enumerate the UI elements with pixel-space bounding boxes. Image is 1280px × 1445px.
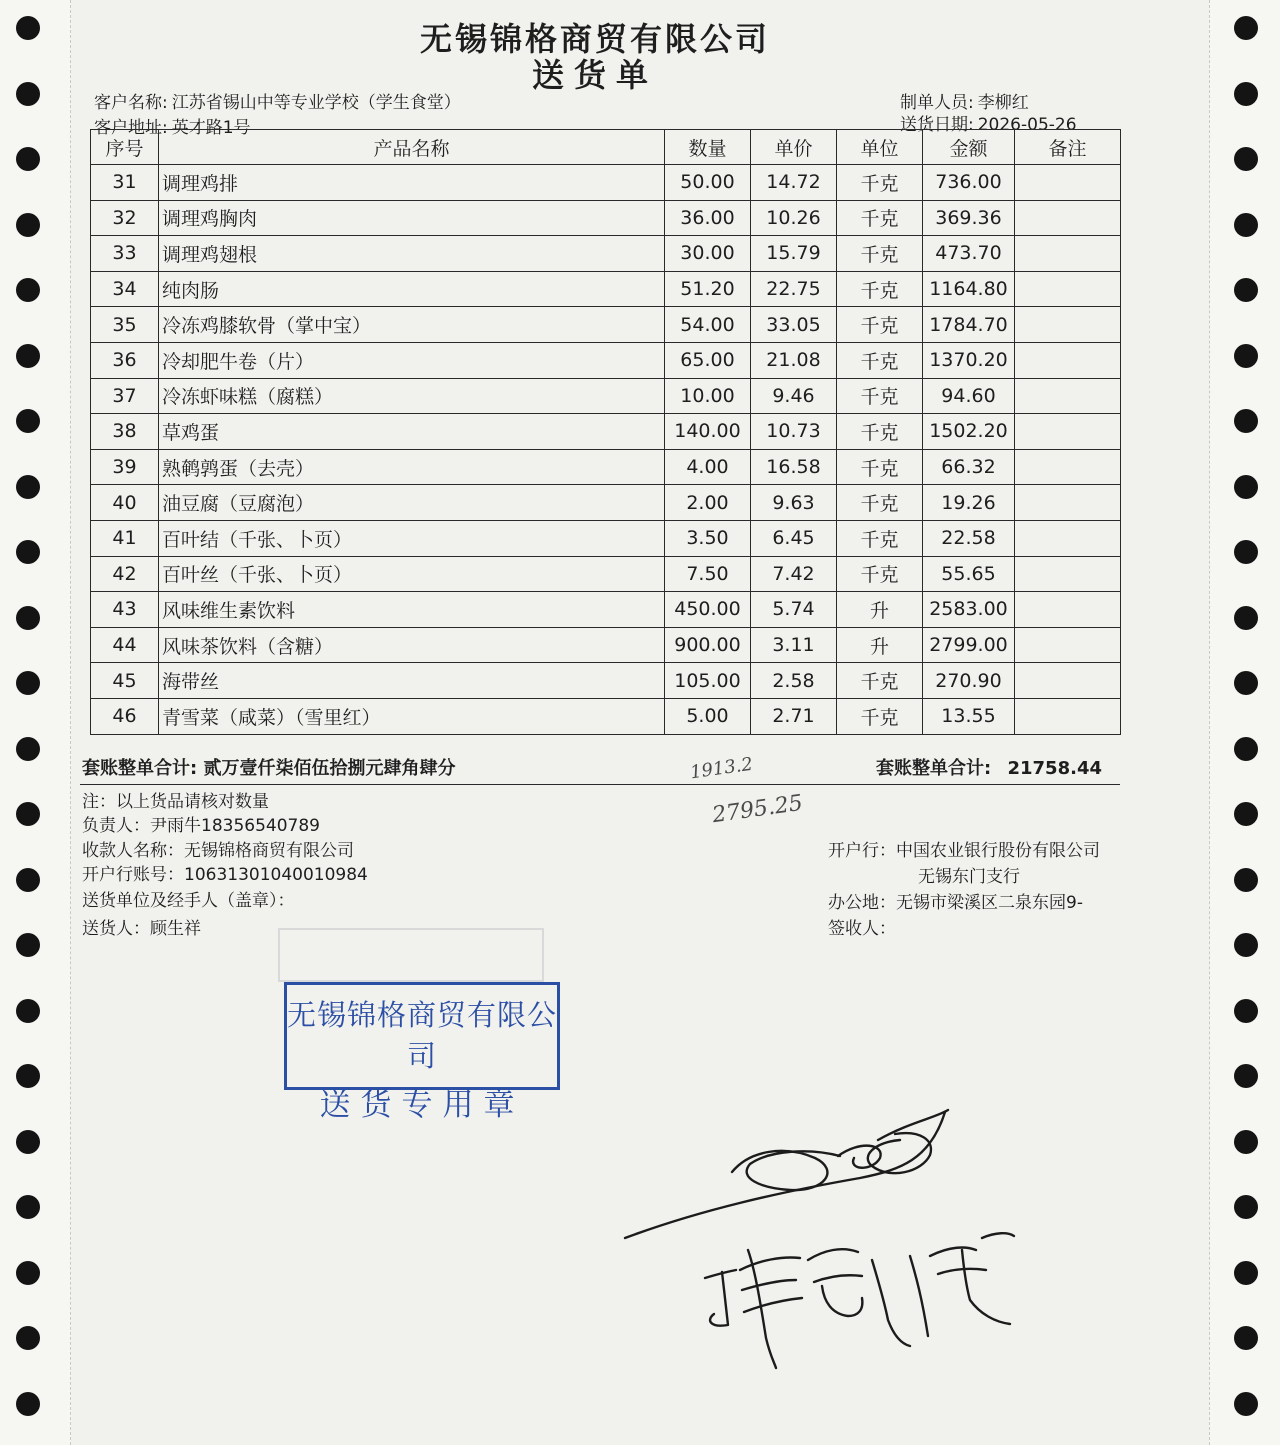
table-row bbox=[91, 449, 1121, 485]
row-no: 33 bbox=[91, 236, 159, 272]
row-name: 冷冻虾味糕（腐糕） bbox=[159, 378, 665, 414]
office-row bbox=[828, 888, 1083, 913]
row-remark bbox=[1015, 271, 1121, 307]
stamp-line-1: 无锡锦格商贸有限公司 bbox=[287, 998, 558, 1073]
table-row bbox=[91, 200, 1121, 236]
perforation-hole bbox=[16, 999, 40, 1023]
row-unit: 千克 bbox=[837, 556, 923, 592]
delivery-date-label: 送货日期: bbox=[900, 115, 974, 135]
customer-name: 江苏省锡山中等专业学校（学生食堂） bbox=[171, 93, 461, 113]
row-no: 42 bbox=[91, 556, 159, 592]
row-no: 32 bbox=[91, 200, 159, 236]
perforation-hole bbox=[1234, 671, 1258, 695]
row-amount: 1784.70 bbox=[923, 307, 1015, 343]
row-remark bbox=[1015, 342, 1121, 378]
perforation-hole bbox=[16, 475, 40, 499]
row-remark bbox=[1015, 592, 1121, 628]
table-row bbox=[91, 592, 1121, 628]
perforation-hole bbox=[1234, 1195, 1258, 1219]
row-no: 39 bbox=[91, 449, 159, 485]
row-no: 34 bbox=[91, 271, 159, 307]
row-unit: 千克 bbox=[837, 200, 923, 236]
row-name: 纯肉肠 bbox=[159, 271, 665, 307]
row-unit: 千克 bbox=[837, 342, 923, 378]
table-row bbox=[91, 236, 1121, 272]
row-qty: 5.00 bbox=[665, 698, 751, 734]
perforation-hole bbox=[16, 1130, 40, 1154]
sender-unit-label: 送货单位及经手人（盖章）： bbox=[82, 891, 295, 911]
total-words-label: 套账整单合计: bbox=[82, 758, 198, 779]
row-no: 35 bbox=[91, 307, 159, 343]
row-remark bbox=[1015, 449, 1121, 485]
row-no: 31 bbox=[91, 165, 159, 201]
table-row bbox=[91, 271, 1121, 307]
perforation-hole bbox=[1234, 82, 1258, 106]
row-price: 6.45 bbox=[751, 520, 837, 556]
column-header-qty: 数量 bbox=[665, 130, 751, 165]
row-price: 16.58 bbox=[751, 449, 837, 485]
row-price: 22.75 bbox=[751, 271, 837, 307]
customer-name-label: 客户名称: bbox=[94, 93, 168, 113]
table-row bbox=[91, 165, 1121, 201]
perforation-hole bbox=[1234, 1392, 1258, 1416]
row-amount: 473.70 bbox=[923, 236, 1015, 272]
row-name: 冷却肥牛卷（片） bbox=[159, 342, 665, 378]
row-qty: 7.50 bbox=[665, 556, 751, 592]
perforation-hole bbox=[1234, 147, 1258, 171]
maker-label: 制单人员: bbox=[900, 93, 974, 113]
table-row bbox=[91, 307, 1121, 343]
perforation-hole bbox=[16, 540, 40, 564]
row-price: 9.63 bbox=[751, 485, 837, 521]
row-unit: 千克 bbox=[837, 414, 923, 450]
delivery-seal-stamp bbox=[284, 982, 560, 1123]
row-name: 熟鹌鹑蛋（去壳） bbox=[159, 449, 665, 485]
perforation-hole bbox=[1234, 213, 1258, 237]
column-header-name: 产品名称 bbox=[159, 130, 665, 165]
check-quantity-note: 注：以上货品请核对数量 bbox=[82, 792, 269, 812]
faded-stamp-impression bbox=[278, 928, 544, 982]
row-remark bbox=[1015, 200, 1121, 236]
perforation-hole bbox=[16, 933, 40, 957]
row-unit: 千克 bbox=[837, 449, 923, 485]
total-figures-label: 套账整单合计: bbox=[876, 758, 992, 779]
row-remark bbox=[1015, 414, 1121, 450]
row-price: 15.79 bbox=[751, 236, 837, 272]
perforation-hole bbox=[1234, 540, 1258, 564]
perforation-hole bbox=[16, 278, 40, 302]
row-price: 33.05 bbox=[751, 307, 837, 343]
row-amount: 94.60 bbox=[923, 378, 1015, 414]
column-header-no: 序号 bbox=[91, 130, 159, 165]
row-amount: 19.26 bbox=[923, 485, 1015, 521]
column-header-price: 单价 bbox=[751, 130, 837, 165]
row-unit: 千克 bbox=[837, 236, 923, 272]
row-unit: 千克 bbox=[837, 485, 923, 521]
row-no: 45 bbox=[91, 663, 159, 699]
perforation-hole bbox=[1234, 409, 1258, 433]
row-name: 海带丝 bbox=[159, 663, 665, 699]
row-unit: 升 bbox=[837, 627, 923, 663]
row-qty: 105.00 bbox=[665, 663, 751, 699]
row-remark bbox=[1015, 378, 1121, 414]
receiver-label: 签收人： bbox=[828, 919, 896, 939]
payee-value: 无锡锦格商贸有限公司 bbox=[184, 841, 354, 861]
table-row bbox=[91, 627, 1121, 663]
perforation-hole bbox=[16, 1064, 40, 1088]
row-name: 冷冻鸡膝软骨（掌中宝） bbox=[159, 307, 665, 343]
row-amount: 22.58 bbox=[923, 520, 1015, 556]
perforation-hole bbox=[16, 1195, 40, 1219]
row-amount: 270.90 bbox=[923, 663, 1015, 699]
table-row bbox=[91, 485, 1121, 521]
table-row bbox=[91, 378, 1121, 414]
perforation-hole bbox=[1234, 1326, 1258, 1350]
row-qty: 3.50 bbox=[665, 520, 751, 556]
document-title: 送货单 bbox=[531, 56, 658, 94]
perforation-hole bbox=[16, 802, 40, 826]
row-unit: 千克 bbox=[837, 378, 923, 414]
row-qty: 4.00 bbox=[665, 449, 751, 485]
row-unit: 千克 bbox=[837, 698, 923, 734]
perforation-hole bbox=[16, 344, 40, 368]
table-row bbox=[91, 414, 1121, 450]
deliverer-label: 送货人： bbox=[82, 919, 150, 939]
customer-name-row bbox=[94, 88, 461, 113]
row-qty: 51.20 bbox=[665, 271, 751, 307]
row-remark bbox=[1015, 627, 1121, 663]
row-qty: 54.00 bbox=[665, 307, 751, 343]
row-price: 7.42 bbox=[751, 556, 837, 592]
row-price: 14.72 bbox=[751, 165, 837, 201]
total-bottom-rule bbox=[80, 784, 1120, 785]
row-qty: 140.00 bbox=[665, 414, 751, 450]
perforation-hole bbox=[16, 1326, 40, 1350]
perforation-hole bbox=[1234, 344, 1258, 368]
row-amount: 369.36 bbox=[923, 200, 1015, 236]
row-name: 调理鸡排 bbox=[159, 165, 665, 201]
receiver-signature bbox=[610, 1100, 1050, 1390]
row-unit: 升 bbox=[837, 592, 923, 628]
row-no: 41 bbox=[91, 520, 159, 556]
row-remark bbox=[1015, 698, 1121, 734]
bank-value-line2: 无锡东门支行 bbox=[918, 867, 1020, 887]
row-no: 46 bbox=[91, 698, 159, 734]
row-unit: 千克 bbox=[837, 520, 923, 556]
row-name: 风味维生素饮料 bbox=[159, 592, 665, 628]
column-header-unit: 单位 bbox=[837, 130, 923, 165]
perforation-hole bbox=[1234, 737, 1258, 761]
perforation-hole bbox=[16, 1261, 40, 1285]
table-row bbox=[91, 520, 1121, 556]
row-remark bbox=[1015, 520, 1121, 556]
account-label: 开户行账号： bbox=[82, 865, 184, 885]
customer-address: 英才路1号 bbox=[171, 118, 251, 138]
items-table bbox=[90, 129, 1121, 735]
office-value: 无锡市梁溪区二泉东园9- bbox=[896, 893, 1083, 913]
row-amount: 55.65 bbox=[923, 556, 1015, 592]
row-qty: 30.00 bbox=[665, 236, 751, 272]
column-header-amount: 金额 bbox=[923, 130, 1015, 165]
row-amount: 1164.80 bbox=[923, 271, 1015, 307]
row-name: 百叶丝（千张、卜页） bbox=[159, 556, 665, 592]
total-in-words bbox=[82, 754, 455, 780]
stamp-line-2: 送货专用章 bbox=[319, 1087, 525, 1123]
perforation-hole bbox=[1234, 933, 1258, 957]
bank-value-line1: 中国农业银行股份有限公司 bbox=[896, 841, 1100, 861]
row-name: 风味茶饮料（含糖） bbox=[159, 627, 665, 663]
row-remark bbox=[1015, 307, 1121, 343]
row-name: 青雪菜（咸菜）（雪里红） bbox=[159, 698, 665, 734]
row-qty: 2.00 bbox=[665, 485, 751, 521]
row-name: 油豆腐（豆腐泡） bbox=[159, 485, 665, 521]
perforation-hole bbox=[1234, 802, 1258, 826]
total-words-value: 贰万壹仟柒佰伍拾捌元肆角肆分 bbox=[203, 758, 456, 779]
row-name: 调理鸡翅根 bbox=[159, 236, 665, 272]
row-qty: 900.00 bbox=[665, 627, 751, 663]
row-qty: 36.00 bbox=[665, 200, 751, 236]
row-no: 37 bbox=[91, 378, 159, 414]
row-qty: 10.00 bbox=[665, 378, 751, 414]
row-amount: 736.00 bbox=[923, 165, 1015, 201]
perforation-hole bbox=[1234, 606, 1258, 630]
row-name: 调理鸡胸肉 bbox=[159, 200, 665, 236]
table-row bbox=[91, 556, 1121, 592]
account-value: 10631301040010984 bbox=[184, 865, 368, 885]
payee-label: 收款人名称： bbox=[82, 841, 184, 861]
row-unit: 千克 bbox=[837, 663, 923, 699]
perforation-hole bbox=[16, 868, 40, 892]
table-row bbox=[91, 342, 1121, 378]
row-no: 44 bbox=[91, 627, 159, 663]
delivery-date: 2026-05-26 bbox=[977, 115, 1077, 135]
maker-name: 李柳红 bbox=[977, 93, 1029, 113]
perforation-hole bbox=[1234, 278, 1258, 302]
bank-row bbox=[828, 836, 1100, 861]
row-price: 3.11 bbox=[751, 627, 837, 663]
row-remark bbox=[1015, 556, 1121, 592]
handwritten-note-1: 1913.2 bbox=[688, 753, 755, 784]
perforation-hole bbox=[16, 737, 40, 761]
handwritten-note-2: 2795.25 bbox=[710, 790, 805, 829]
row-price: 5.74 bbox=[751, 592, 837, 628]
column-header-remark: 备注 bbox=[1015, 130, 1121, 165]
row-unit: 千克 bbox=[837, 307, 923, 343]
left-feed-strip bbox=[0, 0, 71, 1445]
perforation-hole bbox=[16, 409, 40, 433]
perforation-hole bbox=[1234, 1064, 1258, 1088]
row-unit: 千克 bbox=[837, 271, 923, 307]
row-remark bbox=[1015, 236, 1121, 272]
row-price: 2.58 bbox=[751, 663, 837, 699]
row-qty: 50.00 bbox=[665, 165, 751, 201]
row-amount: 2799.00 bbox=[923, 627, 1015, 663]
account-row bbox=[82, 860, 368, 885]
row-amount: 13.55 bbox=[923, 698, 1015, 734]
deliverer-value: 顾生祥 bbox=[150, 919, 201, 939]
row-amount: 1502.20 bbox=[923, 414, 1015, 450]
office-label: 办公地： bbox=[828, 893, 896, 913]
row-remark bbox=[1015, 165, 1121, 201]
total-in-figures bbox=[876, 754, 1102, 780]
company-title: 无锡锦格商贸有限公司 bbox=[419, 20, 770, 58]
perforation-hole bbox=[1234, 868, 1258, 892]
perforation-hole bbox=[1234, 16, 1258, 40]
row-unit: 千克 bbox=[837, 165, 923, 201]
row-name: 草鸡蛋 bbox=[159, 414, 665, 450]
deliverer-row bbox=[82, 914, 201, 939]
row-amount: 2583.00 bbox=[923, 592, 1015, 628]
payee-row bbox=[82, 836, 354, 861]
table-header-row bbox=[91, 130, 1121, 165]
row-remark bbox=[1015, 663, 1121, 699]
row-no: 40 bbox=[91, 485, 159, 521]
row-no: 43 bbox=[91, 592, 159, 628]
perforation-hole bbox=[16, 147, 40, 171]
contact-value: 尹雨牛18356540789 bbox=[150, 816, 320, 836]
row-qty: 450.00 bbox=[665, 592, 751, 628]
total-figures-value: 21758.44 bbox=[1007, 758, 1102, 779]
perforation-hole bbox=[16, 606, 40, 630]
row-price: 10.73 bbox=[751, 414, 837, 450]
perforation-hole bbox=[16, 1392, 40, 1416]
row-amount: 1370.20 bbox=[923, 342, 1015, 378]
row-no: 36 bbox=[91, 342, 159, 378]
table-row bbox=[91, 663, 1121, 699]
perforation-hole bbox=[16, 671, 40, 695]
row-remark bbox=[1015, 485, 1121, 521]
row-price: 2.71 bbox=[751, 698, 837, 734]
perforation-hole bbox=[1234, 999, 1258, 1023]
row-name: 百叶结（千张、卜页） bbox=[159, 520, 665, 556]
row-amount: 66.32 bbox=[923, 449, 1015, 485]
right-feed-strip bbox=[1209, 0, 1280, 1445]
perforation-hole bbox=[1234, 1261, 1258, 1285]
perforation-hole bbox=[1234, 1130, 1258, 1154]
perforation-hole bbox=[1234, 475, 1258, 499]
row-price: 9.46 bbox=[751, 378, 837, 414]
row-price: 21.08 bbox=[751, 342, 837, 378]
row-no: 38 bbox=[91, 414, 159, 450]
customer-address-label: 客户地址: bbox=[94, 118, 168, 138]
perforation-hole bbox=[16, 213, 40, 237]
bank-label: 开户行： bbox=[828, 841, 896, 861]
row-price: 10.26 bbox=[751, 200, 837, 236]
row-qty: 65.00 bbox=[665, 342, 751, 378]
table-row bbox=[91, 698, 1121, 734]
contact-label: 负责人： bbox=[82, 816, 150, 836]
contact-row bbox=[82, 811, 320, 836]
